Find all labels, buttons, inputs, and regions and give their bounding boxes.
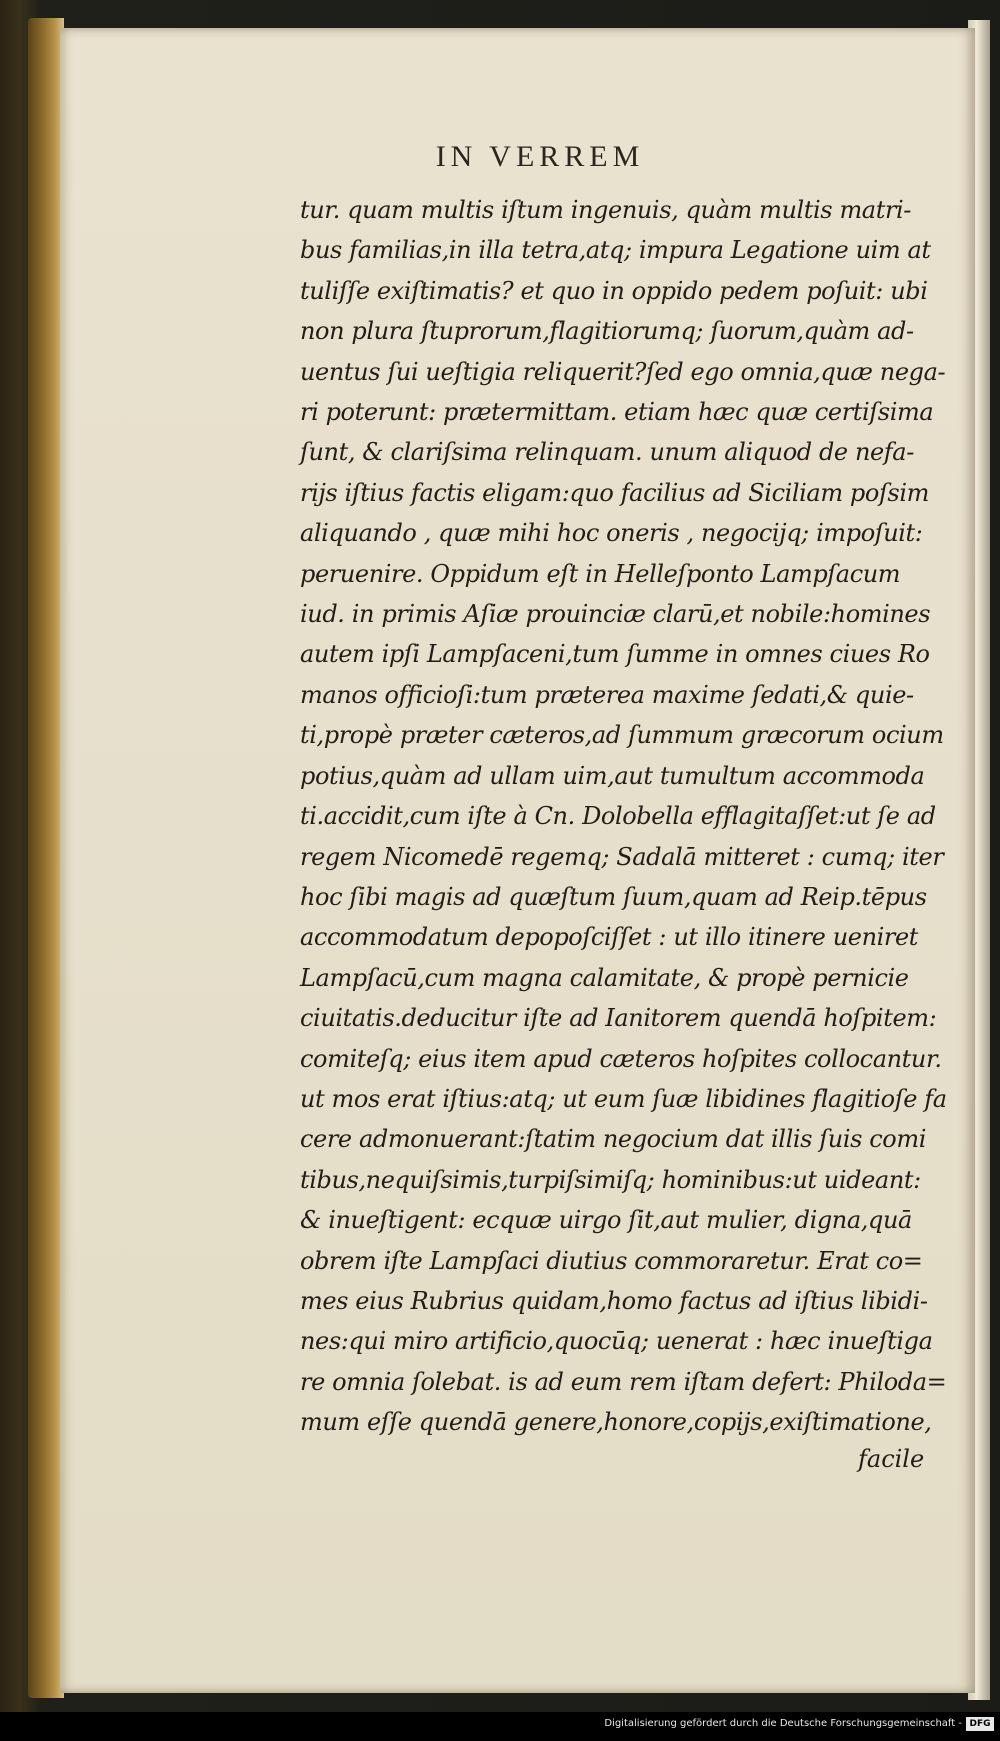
text-line: potius,quàm ad ullam uim,aut tumultum accommoda [300, 761, 925, 790]
text-line: & inueſtigent: ecquæ uirgo ſit,aut mulier, digna,quā [300, 1206, 912, 1235]
text-line: obrem iſte Lampſaci diutius commoraretur. Erat co= [300, 1246, 923, 1275]
text-line: tibus,nequiſsimis,turpiſsimiſq; hominibus:ut uideant: [300, 1165, 921, 1194]
text-line: uentus ſui ueſtigia reliquerit?ſed ego omnia,quæ nega- [300, 357, 946, 386]
text-line: comiteſq; eius item apud cæteros hoſpites collocantur. [300, 1044, 942, 1073]
body-text [300, 190, 970, 1443]
text-line: ſunt, & clariſsima relinquam. unum aliquod de nefa- [300, 438, 914, 467]
text-line: mes eius Rubrius quidam,homo factus ad iſtius libidi- [300, 1286, 928, 1315]
text-line: accommodatum depopoſciſſet : ut illo itinere ueniret [300, 923, 919, 952]
running-head: IN VERREM [435, 140, 645, 173]
text-line: ri poterunt: prætermittam. etiam hæc quæ certiſsima [300, 398, 934, 427]
text-line: bus familias,in illa tetra,atq; impura Legatione uim at [300, 236, 931, 265]
text-line: manos officioſi:tum præterea maxime ſedati,& quie- [300, 680, 914, 709]
text-line: tuliſſe exiſtimatis? et quo in oppido pedem poſuit: ubi [300, 276, 928, 305]
text-line: rijs iſtius factis eligam:quo facilius ad Siciliam poſsim [300, 478, 929, 507]
text-line: re omnia ſolebat. is ad eum rem iſtam defert: Philoda= [300, 1367, 947, 1396]
text-line: iud. in primis Aſiæ prouinciæ clarū,et nobile:homines [300, 600, 931, 629]
text-line: regem Nicomedē regemq; Sadalā mitteret : cumq; iter [300, 842, 944, 871]
text-line: autem ipſi Lampſaceni,tum ſumme in omnes ciues Ro [300, 640, 930, 669]
text-line: Lampſacū,cum magna calamitate, & propè pernicie [300, 963, 909, 992]
footer-credit: Digitalisierung gefördert durch die Deutsche Forschungsgemeinschaft - [604, 1718, 962, 1729]
text-line: hoc ſibi magis ad quæſtum ſuum,quam ad Reip.tēpus [300, 882, 927, 911]
catchword: facile [858, 1445, 925, 1473]
text-line: tur. quam multis iſtum ingenuis, quàm multis matri- [300, 196, 912, 224]
text-line: ciuitatis.deducitur iſte ad Ianitorem quendā hoſpitem: [300, 1004, 937, 1033]
text-line: peruenire. Oppidum eſt in Helleſponto Lampſacum [300, 559, 901, 588]
dfg-logo: DFG [966, 1717, 994, 1731]
text-line: ti,propè præter cæteros,ad ſummum græcorum ocium [300, 721, 944, 750]
text-line: ut mos erat iſtius:atq; ut eum ſuæ libidines flagitioſe fa [300, 1084, 947, 1113]
text-line: nes:qui miro artificio,quocūq; uenerat : hæc inueſtiga [300, 1327, 933, 1356]
text-line: ti.accidit,cum iſte à Cn. Dolobella efflagitaſſet:ut ſe ad [300, 802, 936, 831]
text-line: non plura ſtuprorum,flagitiorumq; ſuorum,quàm ad- [300, 317, 914, 346]
text-line: aliquando , quæ mihi hoc oneris , negocijq; impoſuit: [300, 519, 923, 548]
footer-bar [0, 1712, 1000, 1741]
text-line: mum eſſe quendā genere,honore,copijs,exiſtimatione, [300, 1408, 932, 1437]
book-binding-edge [28, 18, 64, 1698]
text-line: cere admonuerant:ſtatim negocium dat illis ſuis comi [300, 1125, 926, 1154]
